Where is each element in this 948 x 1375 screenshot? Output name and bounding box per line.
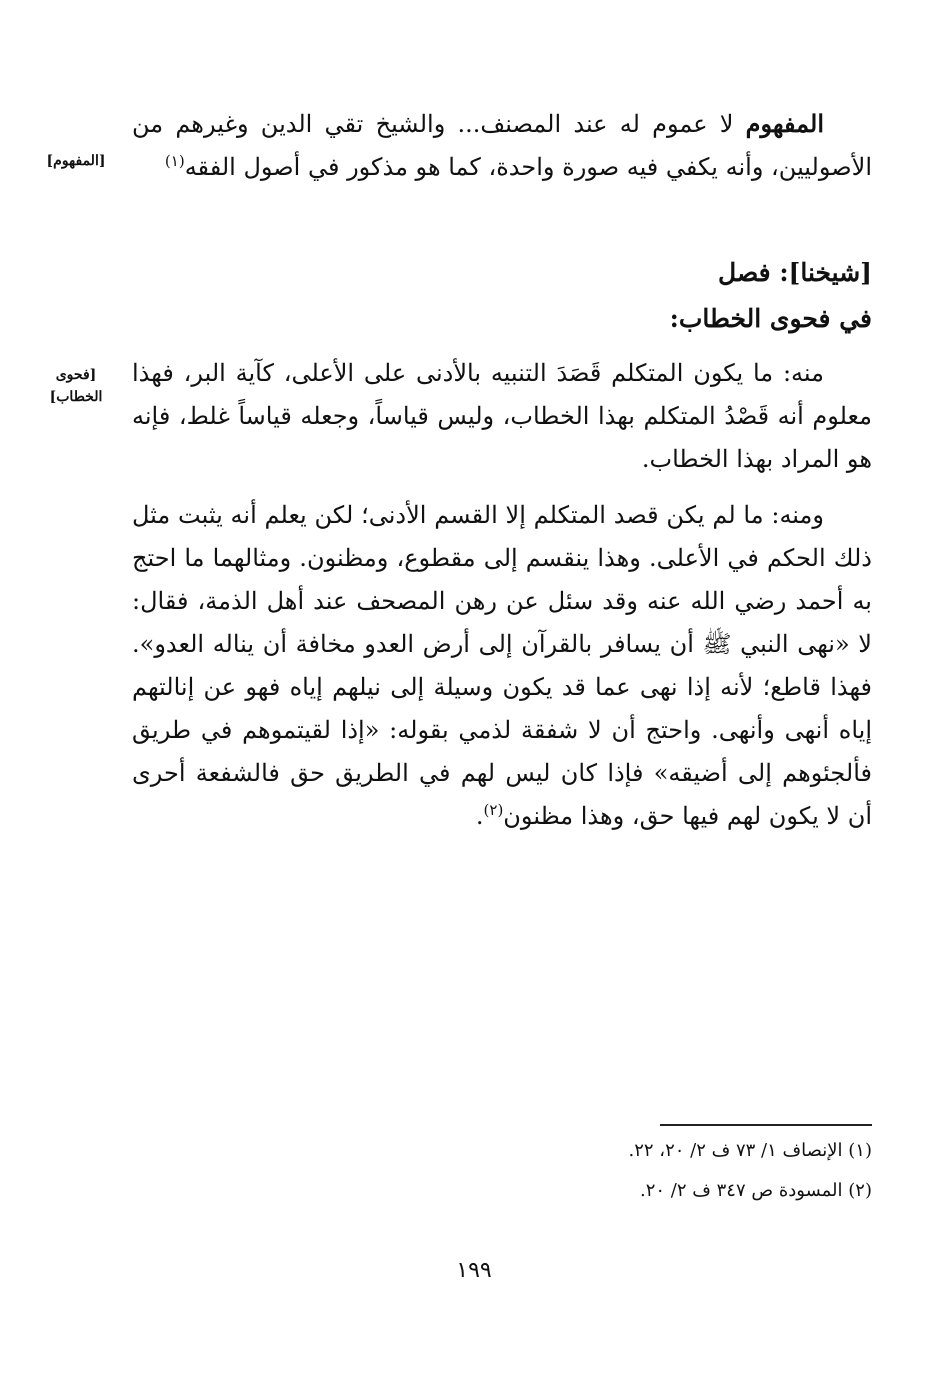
footnote-1: (١) الإنصاف ١/ ٧٣ ف ٢/ ٢٠، ٢٢. [628,1140,872,1161]
footnote-ref-1: (١) [164,152,185,170]
margin-note-mafhum: [المفهوم] [46,153,106,169]
paragraph-examples-text: ومنه: ما لم يكن قصد المتكلم إلا القسم الأدنى؛ لكن يعلم أنه يثبت مثل ذلك الحكم في الأعلى. وهذا ينقسم إلى مقطوع، ومظنون. ومثالهما ما احتج به أحمد رضي الله عنه وقد سئل عن رهن المصحف عند أهل الذمة، فقال: لا «نهى النبي ﷺ أن يسافر بالقرآن إلى أرض العدو مخافة أن يناله العدو». فهذا قاطع؛ لأنه إذا نهى عما قد يكون وسيلة إلى نيلهم إياه فهو عن إنالتهم إياه أنهى وأنهى. واحتج أن لا شفقة لذمي بقوله: «إذا لقيتموهم في طريق فألجئوهم إلى أضيقه» فإذا كان ليس لهم في الطريق حق فالشفعة أحرى أن لا يكون لهم فيها حق، وهذا مظنون [132,501,872,830]
section-heading: [شيخنا]: فصل [718,258,872,287]
page-number: ١٩٩ [456,1258,492,1283]
paragraph-examples [132,494,872,838]
footnote-2: (٢) المسودة ص ٣٤٧ ف ٢/ ٢٠. [639,1180,872,1201]
paragraph-end: . [475,802,484,830]
margin-note-fahwa: [فحوى الخطاب] [49,367,103,405]
footnote-ref-2: (٢) [483,801,504,819]
paragraph-mafhum-text: لا عموم له عند المصنف... والشيخ تقي الدين وغيرهم من الأصوليين، وأنه يكفي فيه صورة واحدة، كما هو مذكور في أصول الفقه [132,110,872,181]
paragraph-fahwa-text: منه: ما يكون المتكلم قَصَدَ التنبيه بالأدنى على الأعلى، كآية البر، فهذا معلوم أنه قَصْدُ المتكلم بهذا الخطاب، وليس قياساً، وجعله قياساً غلط، فإنه هو المراد بهذا الخطاب. [132,359,872,473]
term-mafhum: المفهوم [745,109,824,138]
paragraph-fahwa [132,352,872,481]
footnote-divider [660,1124,872,1126]
paragraph-mafhum [132,102,872,189]
sub-heading: في فحوى الخطاب: [669,304,872,333]
